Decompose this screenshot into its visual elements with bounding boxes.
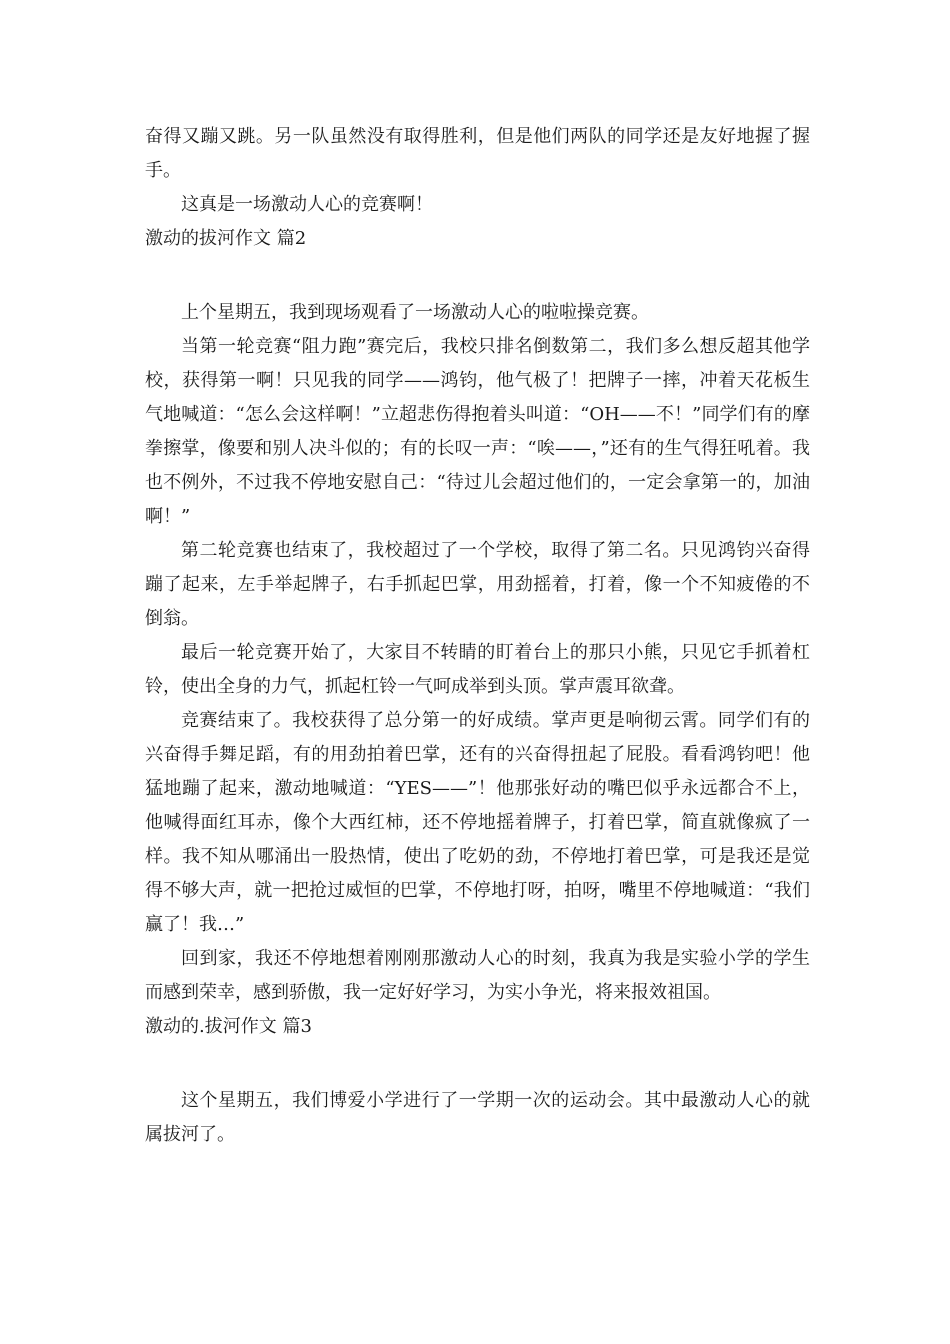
paragraph: 上个星期五，我到现场观看了一场激动人心的啦啦操竞赛。 bbox=[181, 302, 649, 323]
paragraph: 这真是一场激动人心的竞赛啊！ bbox=[181, 194, 433, 215]
blank-line bbox=[145, 256, 810, 296]
paragraph: 奋得又蹦又跳。另一队虽然没有取得胜利，但是他们两队的同学还是友好地握了握手。 bbox=[145, 126, 810, 181]
paragraph: 当第一轮竞赛“阻力跑”赛完后，我校只排名倒数第二，我们多么想反超其他学校，获得第一啊！只见我的同学——鸿钧，他气极了！把牌子一摔，冲着天花板生气地喊道：“怎么会这样啊！”立超悲伤得抱着头叫道：“OH——不！”同学们有的摩拳擦掌，像要和别人决斗似的；有的长叹一声：“唉——，”还有的生气得狂吼着。我也不例外，不过我不停地安慰自己：“待过儿会超过他们的，一定会拿第一的，加油啊！” bbox=[145, 336, 810, 527]
document-body bbox=[145, 120, 810, 1152]
paragraph: 最后一轮竞赛开始了，大家目不转睛的盯着台上的那只小熊，只见它手抓着杠铃，使出全身的力气，抓起杠铃一气呵成举到头顶。掌声震耳欲聋。 bbox=[145, 642, 810, 697]
paragraph: 回到家，我还不停地想着刚刚那激动人心的时刻，我真为我是实验小学的学生而感到荣幸，感到骄傲，我一定好好学习，为实小争光，将来报效祖国。 bbox=[145, 948, 810, 1003]
section-heading: 激动的拔河作文 篇2 bbox=[145, 228, 307, 249]
paragraph: 竞赛结束了。我校获得了总分第一的好成绩。掌声更是响彻云霄。同学们有的兴奋得手舞足蹈，有的用劲拍着巴掌，还有的兴奋得扭起了屁股。看看鸿钧吧！他猛地蹦了起来，激动地喊道：“YES——”！他那张好动的嘴巴似乎永远都合不上，他喊得面红耳赤，像个大西红柿，还不停地摇着牌子，打着巴掌，简直就像疯了一样。我不知从哪涌出一股热情，使出了吃奶的劲，不停地打着巴掌，可是我还是觉得不够大声，就一把抢过威恒的巴掌，不停地打呀，拍呀，嘴里不停地喊道：“我们赢了！我…” bbox=[145, 710, 810, 935]
section-heading: 激动的.拔河作文 篇3 bbox=[145, 1016, 312, 1037]
paragraph: 这个星期五，我们博爱小学进行了一学期一次的运动会。其中最激动人心的就属拔河了。 bbox=[145, 1090, 810, 1145]
blank-line bbox=[145, 1044, 810, 1084]
paragraph: 第二轮竞赛也结束了，我校超过了一个学校，取得了第二名。只见鸿钧兴奋得蹦了起来，左手举起牌子，右手抓起巴掌，用劲摇着，打着，像一个不知疲倦的不倒翁。 bbox=[145, 540, 810, 629]
